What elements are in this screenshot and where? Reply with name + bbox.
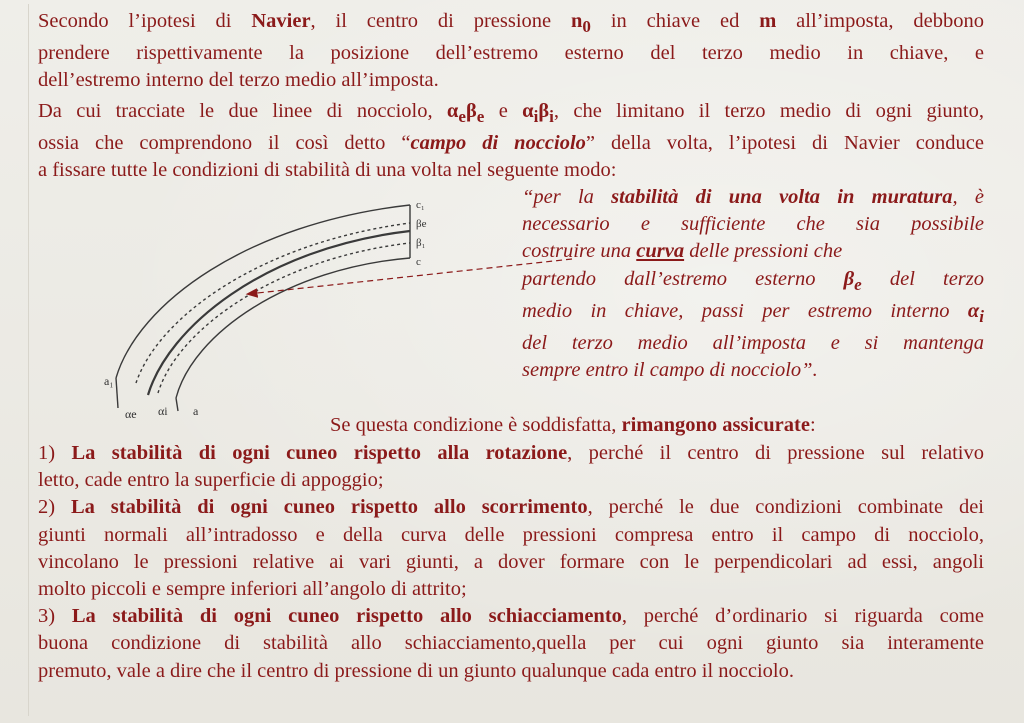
list-item-2-line-3: vincolano le pressioni relative ai vari giunti, a dover formare con le perpendicolari ad essi, angoli [38,550,984,573]
quote-line-3: costruire una curva delle pressioni che [522,240,843,263]
label-c: c [416,256,421,268]
stability-list [38,440,984,685]
quote-line-2: necessario e sufficiente che sia possibile [522,213,984,236]
second-line-3: a fissare tutte le condizioni di stabilità di una volta nel seguente modo: [38,159,617,182]
quote-line-1: “per la stabilità di una volta in muratura, è [522,186,984,208]
list-item-2-line-4: molto piccoli e sempre inferiori all’angolo di attrito; [38,578,467,601]
quote-line-7: sempre entro il campo di nocciolo”. [522,359,818,382]
label-ae: αe [125,407,137,421]
label-a1: a₁ [104,374,114,388]
list-item-2-line-1: 2) La stabilità di ogni cuneo rispetto allo scorrimento, perché le due condizioni combinate dei [38,496,985,519]
intro-line-1: Secondo l’ipotesi di Navier, il centro di pressione $n_0$ in chiave ed m all’imposta, debbono [38,10,984,37]
beta-e-symbol: $\beta_e$ [465,100,485,127]
navier-term: Navier [251,10,311,32]
campo-di-nocciolo-term: campo di nocciolo [410,132,586,155]
m-symbol: m [759,10,777,32]
list-item-3-line-3: premuto, vale a dire che il centro di pressione di un giunto qualunque cada entro il nocciolo. [38,659,794,682]
beta-i-symbol: $\beta_i$ [538,100,554,127]
condition-line: Se questa condizione è soddisfatta, rimangono assicurate: [330,414,816,436]
extrados-line [116,205,410,378]
arch-diagram [98,193,458,423]
arch-lines [116,205,410,411]
n0-symbol: $n_0$ [571,10,591,37]
alpha-i-symbol: $\alpha_i$ [522,100,539,127]
list-item-1-line-2: letto, cade entro la superficie di appoggio; [38,469,384,492]
second-line-2: ossia che comprendono il così detto “campo di nocciolo” della volta, l’ipotesi di Navier conduce [38,132,984,155]
second-line-1: Da cui tracciate le due linee di nocciolo, $\alpha_e\beta_e$ e $\alpha_i\beta_i$, che limitano il terzo medio di ogni giunto, [38,100,984,127]
second-paragraph [38,98,984,184]
label-c1: c₁ [416,199,425,211]
quotation-block [522,184,984,385]
intro-paragraph [38,8,984,94]
label-b1: β₁ [416,237,426,249]
label-ai: αi [158,404,168,418]
alpha-e-symbol: $\alpha_e$ [446,100,466,127]
quote-line-6: del terzo medio all’imposta e si mantenga [522,332,984,355]
list-item-1-line-1: 1) La stabilità di ogni cuneo rispetto alla rotazione, perché il centro di pressione sul relativo [38,442,985,464]
label-be: βe [416,218,427,230]
nocciolo-outer-line [136,223,410,383]
left-end-a1-line [116,378,118,408]
label-a: a [193,404,199,418]
intrados-line [176,258,410,398]
intro-line-3: dell’estremo interno del terzo medio all’imposta. [38,69,439,92]
list-item-2-line-2: giunti normali all’intradosso e della curva delle pressioni compresa entro il campo di nocciolo, [38,523,984,546]
left-end-a-line [176,398,178,411]
quote-line-4: partendo dall’estremo esterno $\beta_e$ del terzo [522,267,985,294]
quote-line-5: medio in chiave, passi per estremo interno $\alpha_i$ [522,299,984,326]
intro-line-2: prendere rispettivamente la posizione dell’estremo esterno del terzo medio in chiave, e [38,42,984,65]
list-item-3-line-2: buona condizione di stabilità allo schiacciamento,quella per cui ogni giunto sia interamente [38,632,984,655]
list-item-3-line-1: 3) La stabilità di ogni cuneo rispetto allo schiacciamento, perché d’ordinario si riguarda come [38,605,985,628]
